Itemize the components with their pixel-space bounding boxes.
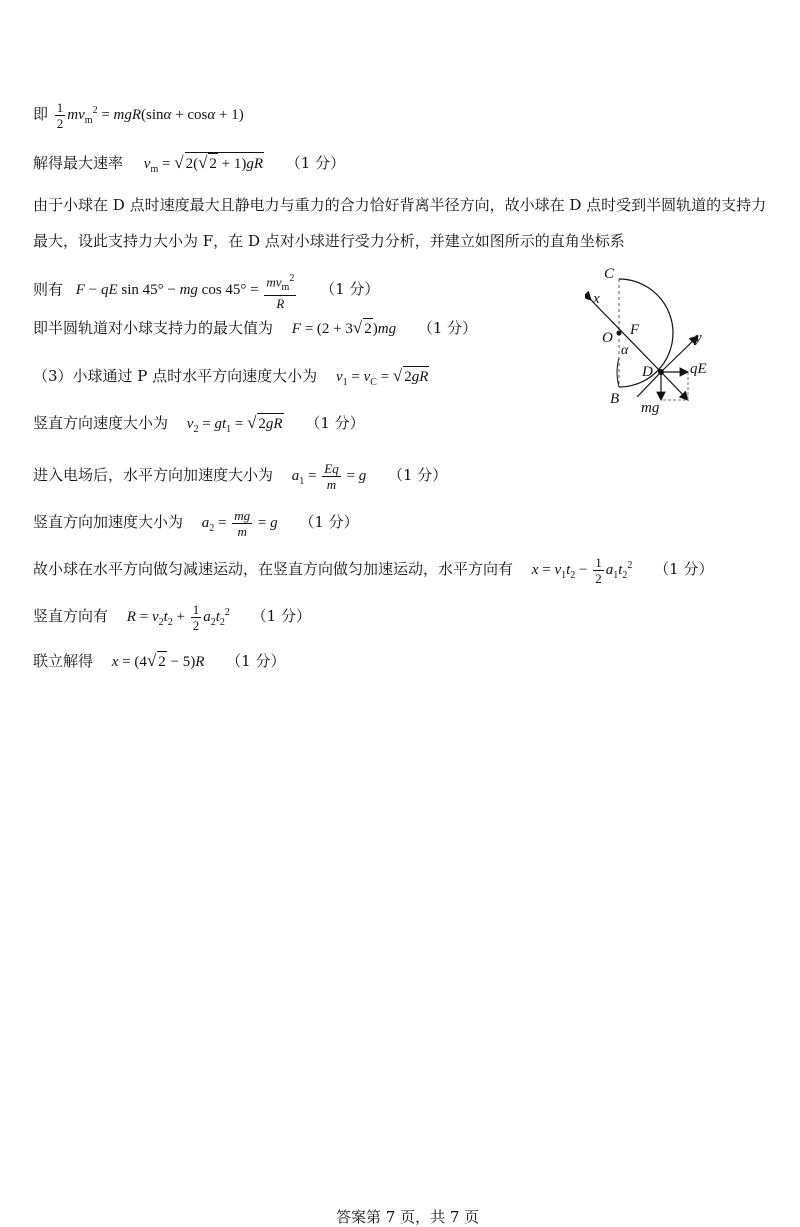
- eq-line-7: [33, 413, 365, 440]
- line-text: 故小球在水平方向做匀减速运动，在竖直方向做匀加速运动，水平方向有: [33, 559, 514, 578]
- paragraph-3: 由于小球在 D 点时速度最大且静电力与重力的合力恰好背离半径方向，故小球在 D 点时受到半圆轨道的支持力最大，设此支持力大小为 F，在 D 点对小球进行受力分析，并建立如图所示的直角坐标系: [33, 196, 767, 250]
- score-label: （1 分）: [251, 606, 311, 625]
- score-label: （1 分）: [305, 414, 365, 432]
- resultant-arrow: [661, 372, 688, 400]
- line-prefix: 即: [33, 104, 49, 123]
- score-label: （1 分）: [320, 280, 380, 299]
- equation: $v_2 = gt_1$ = √ 2gR: [186, 413, 283, 435]
- eq-line-8: [33, 461, 447, 492]
- force-diagram: [585, 262, 745, 422]
- label-o: O: [602, 330, 613, 346]
- score-label: （1 分）: [654, 559, 714, 578]
- score-label: （1 分）: [387, 465, 448, 484]
- label-y: y: [695, 330, 702, 346]
- score-label: （1 分）: [285, 154, 346, 172]
- eq-line-4: [33, 271, 379, 311]
- eq-line-5: [33, 318, 477, 339]
- point-d: [658, 369, 664, 375]
- line-text: 竖直方向速度大小为: [33, 414, 169, 432]
- label-b: B: [610, 391, 620, 407]
- line-text: 则有: [33, 280, 64, 299]
- label-qe: qE: [690, 361, 707, 377]
- equation: $x = v_1t_2$ − $\frac{1}{2}$ $a_1t_2^2$: [531, 555, 633, 586]
- equation: $v_m$ = √ 2(√ 2 + 1)gR: [143, 153, 264, 175]
- equation: $R = v_2t_2$ + $\frac{1}{2}$ $a_2t_2^2$: [126, 602, 230, 633]
- point-o: [617, 331, 622, 336]
- eq-line-10: [33, 555, 713, 586]
- label-f: F: [630, 322, 640, 338]
- equation: $v_1 = v_C$ = √ 2gR: [335, 366, 429, 388]
- line-text: 解得最大速率: [33, 154, 124, 172]
- equation: $a_2$ = $\frac{mg}{m}$ = g: [201, 508, 278, 539]
- eq-line-2: [33, 152, 345, 180]
- eq-line-12: [33, 651, 285, 672]
- label-alpha: α: [621, 343, 629, 358]
- label-c: C: [604, 266, 615, 282]
- label-x: x: [593, 291, 600, 307]
- eq-line-1: [33, 100, 244, 131]
- line-text: 竖直方向有: [33, 606, 109, 625]
- eq-line-9: [33, 508, 359, 539]
- line-text: 联立解得: [33, 652, 94, 670]
- page-footer: 答案第 7 页，共 7 页: [336, 1208, 480, 1226]
- line-text: 竖直方向加速度大小为: [33, 512, 184, 531]
- label-mg: mg: [641, 400, 660, 416]
- equation: $\frac{1}{2}$ $mv_m^2 = mgR(\sin\alpha + \cos\alpha + 1)$: [56, 100, 244, 131]
- equation: F = (2 + 3√ 2)mg: [291, 318, 397, 337]
- line-text: （3）小球通过 P 点时水平方向速度大小为: [33, 367, 318, 385]
- score-label: （1 分）: [299, 512, 359, 531]
- equation: $a_1$ = $\frac{Eq}{m}$ = g: [291, 461, 367, 492]
- line-text: 进入电场后，水平方向加速度大小为: [33, 465, 274, 484]
- label-d: D: [642, 364, 653, 380]
- line-text: 即半圆轨道对小球支持力的最大值为: [33, 319, 274, 337]
- eq-line-6: [33, 366, 429, 393]
- eq-line-11: [33, 602, 311, 633]
- equation: x = (4√ 2 − 5)R: [111, 651, 205, 670]
- equation: F − qE sin 45° − mg cos 45° = $\frac{mv_m^2}{R}$: [75, 273, 295, 311]
- score-label: （1 分）: [417, 319, 478, 337]
- score-label: （1 分）: [226, 652, 286, 670]
